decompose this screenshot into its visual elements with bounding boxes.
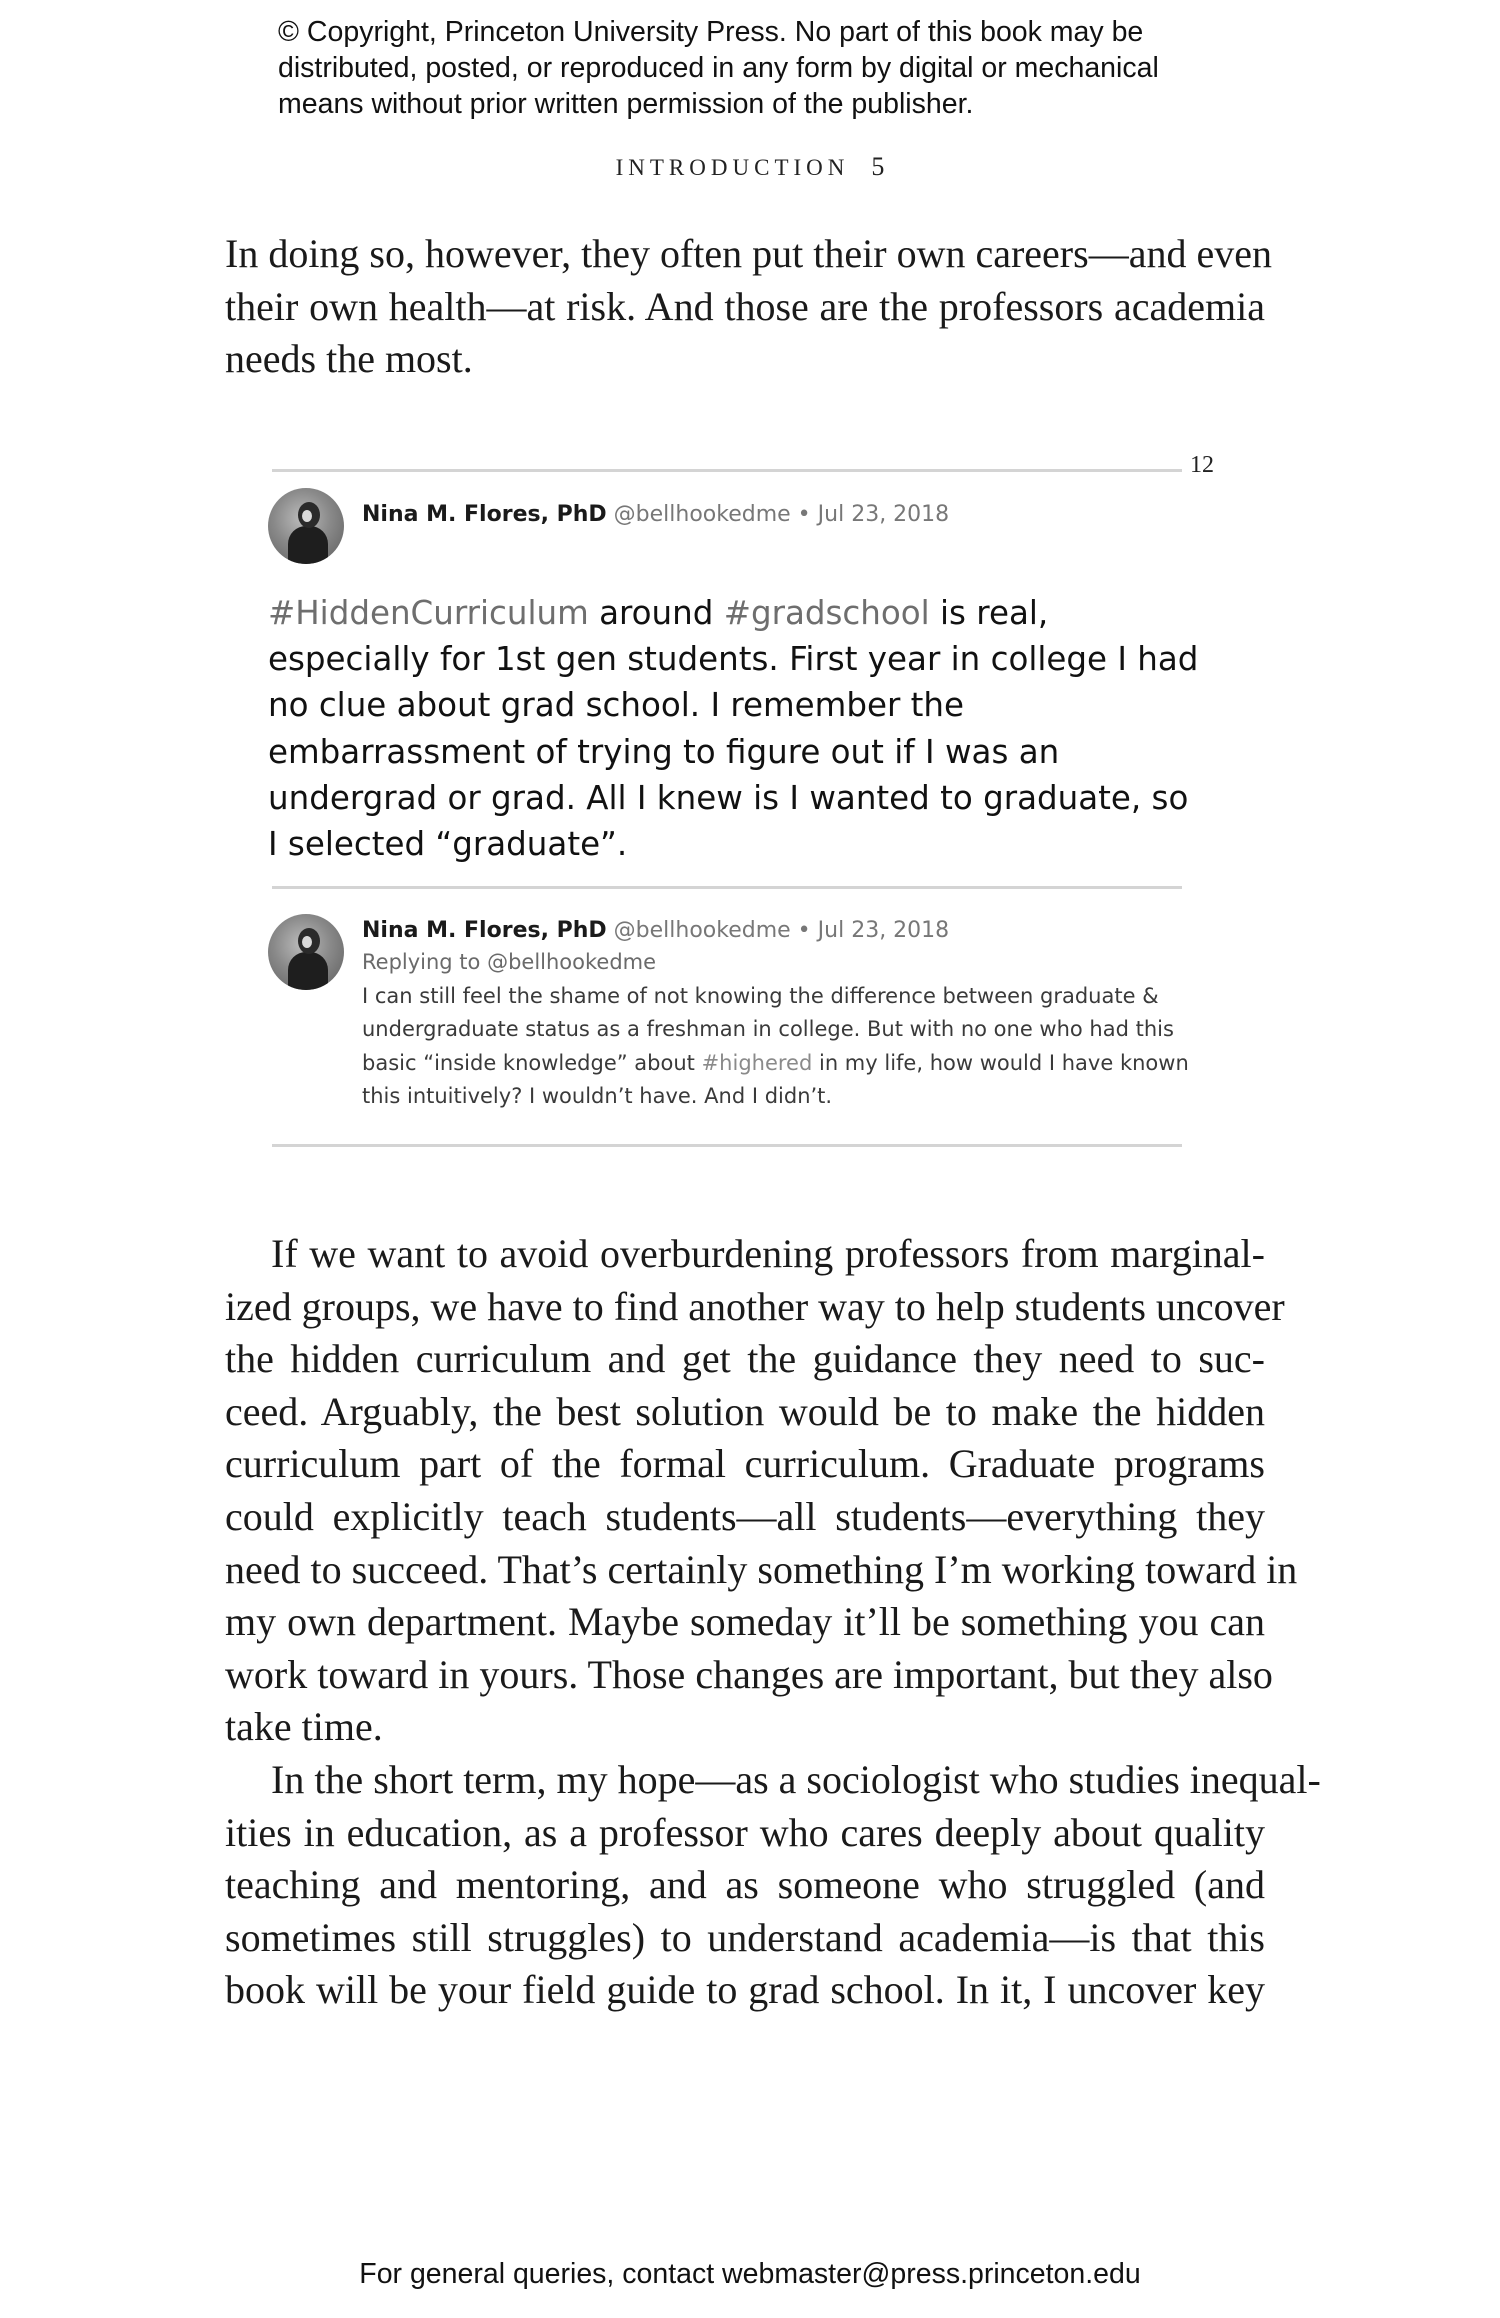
text-line: ized groups, we have to find another way to help students uncover — [225, 1283, 1285, 1329]
reply-avatar[interactable] — [268, 914, 344, 990]
reply-line: I can still feel the shame of not knowing the difference between graduate & — [362, 983, 1159, 1008]
tweet-header — [362, 502, 949, 527]
text-line: need to succeed. That’s certainly something I’m working toward in — [225, 1546, 1298, 1592]
text-line: their own health—at risk. And those are the professors academia — [225, 283, 1265, 329]
text-line: needs the most. — [225, 336, 473, 382]
tweet-line: no clue about grad school. I remember the — [268, 686, 964, 725]
tweet-date[interactable]: Jul 23, 2018 — [817, 502, 950, 527]
hashtag-link[interactable]: #highered — [701, 1050, 813, 1075]
reply-body — [362, 946, 1202, 1114]
reply-line: undergraduate status as a freshman in college. But with no one who had this — [362, 1017, 1174, 1042]
figure-bottom-rule — [272, 1144, 1182, 1147]
text-line: If we want to avoid overburdening professors from marginal- — [271, 1231, 1265, 1276]
page-number: 5 — [871, 152, 885, 181]
text-line: could explicitly teach students—all students—everything they — [225, 1493, 1265, 1539]
reply-date[interactable]: Jul 23, 2018 — [817, 918, 950, 943]
copyright-line: means without prior written permission of the publisher. — [278, 88, 974, 120]
text-line: In the short term, my hope—as a sociologist who studies inequal- — [271, 1756, 1321, 1802]
running-head — [0, 152, 1500, 182]
tweet-text: is real, — [929, 594, 1049, 632]
tweet-line — [268, 590, 1228, 636]
text-line: curriculum part of the formal curriculum. Graduate programs — [225, 1441, 1265, 1487]
copyright-notice — [278, 14, 1278, 122]
tweet-line: embarrassment of trying to figure out if I was an — [268, 732, 1060, 771]
text-line: take time. — [225, 1704, 383, 1750]
reply-text: basic “inside knowledge” about — [362, 1050, 702, 1075]
copyright-line: distributed, posted, or reproduced in any form by digital or mechanical — [278, 52, 1159, 84]
reply-author-name[interactable]: Nina M. Flores, PhD — [362, 918, 607, 943]
section-title: INTRODUCTION — [615, 155, 850, 180]
tweet-line: I selected “graduate”. — [268, 825, 628, 864]
reply-line: this intuitively? I wouldn’t have. And I didn’t. — [362, 1084, 833, 1109]
author-name[interactable]: Nina M. Flores, PhD — [362, 502, 607, 527]
footer-contact: For general queries, contact webmaster@press.princeton.edu — [359, 2258, 1141, 2290]
tweet-divider — [272, 886, 1182, 889]
figure-top-rule — [272, 469, 1182, 472]
reply-header — [362, 918, 949, 943]
tweet-line: especially for 1st gen students. First year in college I had — [268, 640, 1199, 679]
text-line: In doing so, however, they often put their own careers—and even — [225, 231, 1272, 276]
tweet-line: undergrad or grad. All I knew is I wanted to graduate, so — [268, 778, 1189, 817]
hashtag-link[interactable]: #gradschool — [723, 594, 930, 632]
tweet-text: around — [588, 594, 724, 632]
hashtag-link[interactable]: #HiddenCurriculum — [268, 594, 589, 632]
replying-to[interactable]: Replying to @bellhookedme — [362, 950, 657, 974]
figure-number: 12 — [1190, 452, 1214, 478]
author-handle[interactable]: @bellhookedme — [613, 502, 791, 527]
text-line: teaching and mentoring, and as someone who struggled (and — [225, 1862, 1265, 1908]
reply-text: in my life, how would I have known — [812, 1050, 1189, 1075]
reply-line — [362, 1047, 1202, 1081]
text-line: sometimes still struggles) to understand academia—is that this — [225, 1914, 1265, 1960]
reply-author-handle[interactable]: @bellhookedme — [613, 918, 791, 943]
text-line: work toward in yours. Those changes are important, but they also — [225, 1651, 1273, 1697]
text-line: the hidden curriculum and get the guidance they need to suc- — [225, 1336, 1265, 1382]
paragraph-bottom — [225, 1228, 1321, 2017]
avatar[interactable] — [268, 488, 344, 564]
text-line: ceed. Arguably, the best solution would be to make the hidden — [225, 1388, 1265, 1434]
separator-dot: • — [797, 918, 811, 943]
paragraph-top — [225, 228, 1272, 386]
copyright-line: © Copyright, Princeton University Press. No part of this book may be — [278, 16, 1144, 48]
text-line: ities in education, as a professor who cares deeply about quality — [225, 1809, 1265, 1855]
separator-dot: • — [797, 502, 811, 527]
text-line: book will be your field guide to grad school. In it, I uncover key — [225, 1967, 1265, 2013]
text-line: my own department. Maybe someday it’ll be something you can — [225, 1599, 1265, 1645]
tweet-body — [268, 590, 1228, 867]
